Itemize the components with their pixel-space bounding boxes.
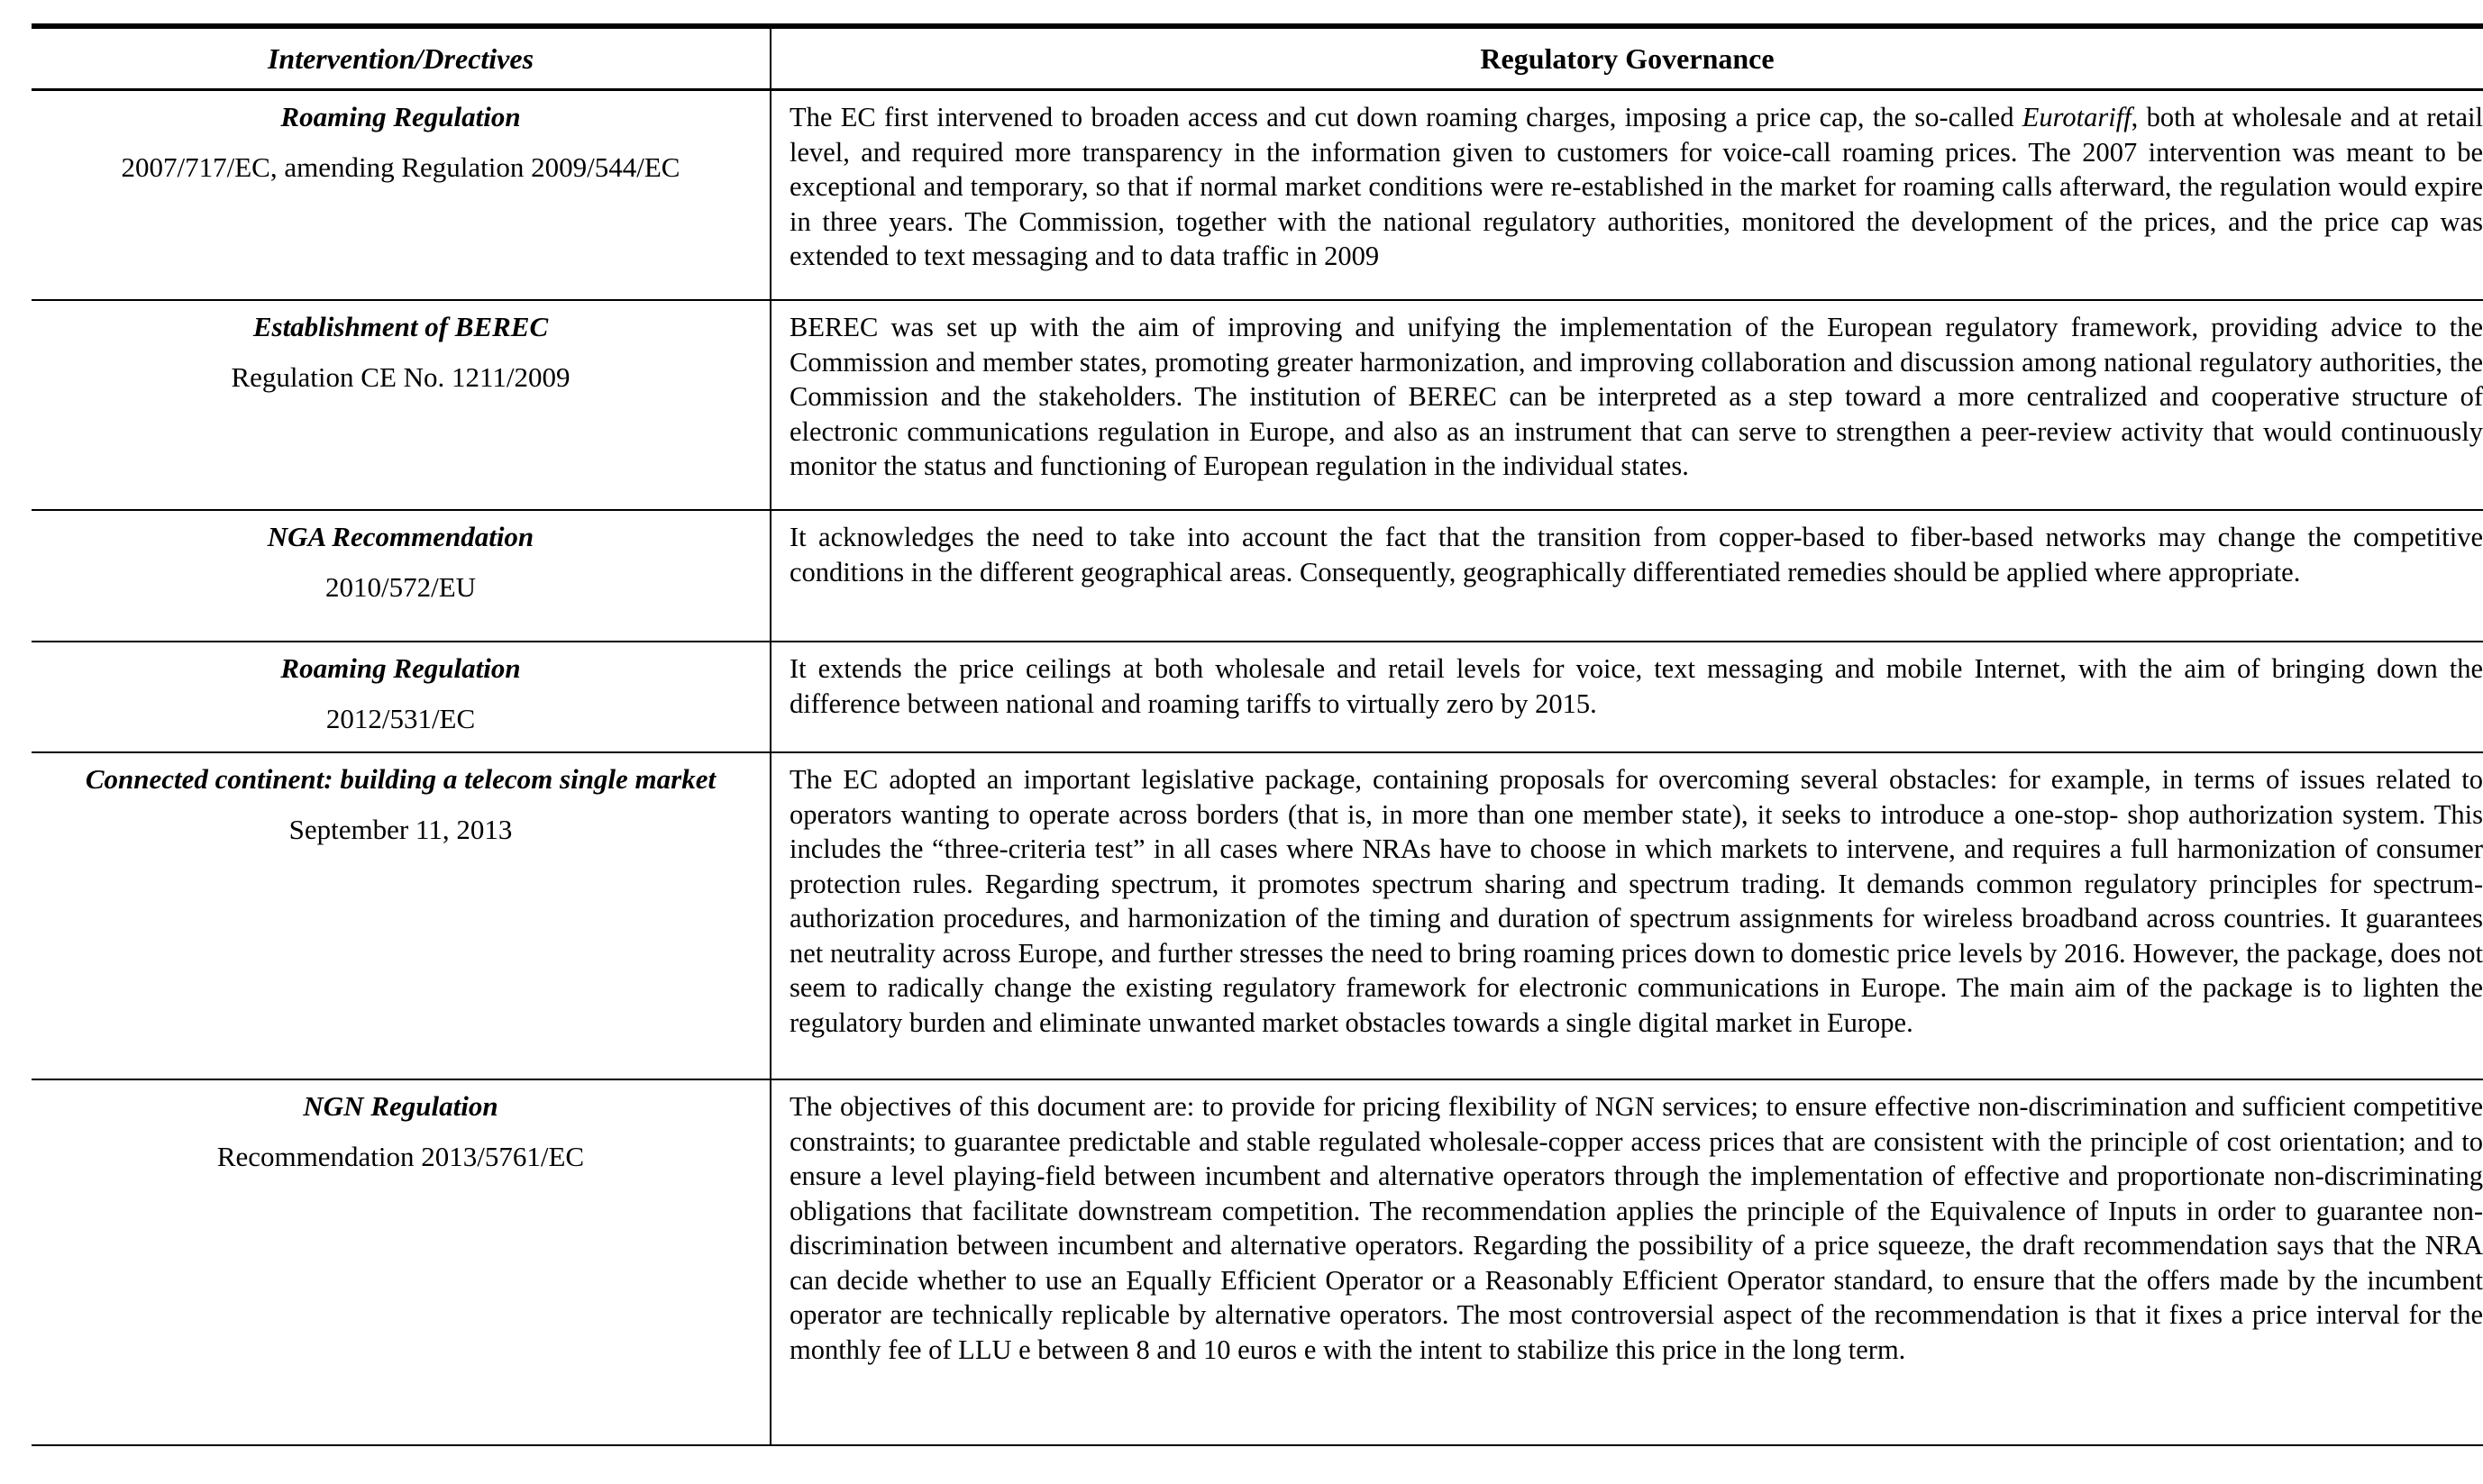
intervention-reference: 2012/531/EC (325, 703, 476, 734)
intervention-name: NGN Regulation (303, 1090, 498, 1122)
table-row (32, 752, 2483, 1079)
intervention-cell (32, 1079, 771, 1445)
table-row (32, 642, 2483, 752)
governance-description: It acknowledges the need to take into account the fact that the transition from copper-based to fiber-based networks may change the competitive conditions in the different geographical areas. Consequently, geographically differentiated remedies should be applied where appropriate. (790, 522, 2483, 587)
table-row (32, 300, 2483, 510)
intervention-name: Roaming Regulation (280, 652, 521, 684)
governance-text: The EC first intervened to broaden access and cut down roaming charges, imposing a price cap, the so-called (790, 102, 2022, 132)
intervention-reference: Regulation CE No. 1211/2009 (231, 361, 571, 393)
intervention-cell (32, 752, 771, 1079)
governance-description (771, 90, 2483, 301)
intervention-reference: September 11, 2013 (288, 814, 513, 845)
intervention-name: Establishment of BEREC (252, 311, 549, 342)
governance-description: The objectives of this document are: to provide for pricing flexibility of NGN services; to ensure effective non-discrimination and sufficient competitive constraints; to guarantee predictable and stable regulated wholesale-copper access prices that are consistent with the principle of cost orientation; and to ensure a level playing-field between incumbent and alternative operators through the implementation of effective and proportionate non-discriminating obligations that facilitate downstream competition. The recommendation applies the principle of the Equivalence of Inputs in order to guarantee non-discrimination between incumbent and alternative operators. Regarding the possibility of a price squeeze, the draft recommendation says that the NRA can decide whether to use an Equally Efficient Operator or a Reasonably Efficient Operator standard, to ensure that the offers made by the incumbent operator are technically replicable by alternative operators. The most controversial aspect of the recommendation is that it fixes a price interval for the monthly fee of LLU e between 8 and 10 euros e with the intent to stabilize this price in the long term. (790, 1091, 2483, 1365)
intervention-cell (32, 90, 771, 301)
table-row (32, 90, 2483, 301)
governance-text-emphasis: Eurotariff (2022, 102, 2132, 132)
header-intervention: Intervention/Drectives (32, 26, 771, 90)
regulatory-governance-table (32, 23, 2483, 1446)
table-header-row (32, 26, 2483, 90)
intervention-name: Roaming Regulation (280, 101, 521, 132)
intervention-cell (32, 642, 771, 752)
intervention-name: Connected continent: building a telecom single market (85, 763, 717, 795)
governance-description: The EC adopted an important legislative package, containing proposals for overcoming several obstacles: for example, in terms of issues related to operators wanting to operate across borders (that is, in more than one member state), it seeks to introduce a one-stop- shop authorization system. This includes the “three-criteria test” in all cases where NRAs have to choose in which markets to intervene, and requires a full harmonization of consumer protection rules. Regarding spectrum, it promotes spectrum sharing and spectrum trading. It demands common regulatory principles for spectrum-authorization procedures, and harmonization of the timing and duration of spectrum assignments for wireless broadband across countries. It guarantees net neutrality across Europe, and further stresses the need to bring roaming prices down to domestic price levels by 2016. However, the package, does not seem to radically change the existing regulatory framework for electronic communications in Europe. The main aim of the package is to lighten the regulatory burden and eliminate unwanted market obstacles towards a single digital market in Europe. (790, 764, 2483, 1038)
table-row (32, 1079, 2483, 1445)
intervention-cell (32, 510, 771, 642)
header-regulatory-governance: Regulatory Governance (1480, 41, 1775, 75)
governance-description: It extends the price ceilings at both wholesale and retail levels for voice, text messaging and mobile Internet, with the aim of bringing down the difference between national and roaming tariffs to virtually zero by 2015. (790, 653, 2483, 719)
governance-text: , both at wholesale and at retail level, and required more transparency in the information given to customers for voice-call roaming prices. The 2007 intervention was meant to be exceptional and temporary, so that if normal market conditions were re-established in the market for roaming calls afterward, the regulation would expire in three years. The Commission, together with the national regulatory authorities, monitored the development of the prices, and the price cap was extended to text messaging and to data traffic in 2009 (790, 102, 2483, 271)
intervention-name: NGA Recommendation (267, 521, 534, 552)
governance-description: BEREC was set up with the aim of improving and unifying the implementation of the European regulatory framework, providing advice to the Commission and member states, promoting greater harmonization, and improving collaboration and discussion among national regulatory authorities, the Commission and the stakeholders. The institution of BEREC can be interpreted as a step toward a more centralized and cooperative structure of electronic communications regulation in Europe, and also as an instrument that can serve to strengthen a peer-review activity that would continuously monitor the status and functioning of European regulation in the individual states. (790, 312, 2483, 481)
intervention-cell (32, 300, 771, 510)
intervention-reference: Recommendation 2013/5761/EC (216, 1141, 585, 1172)
table-row (32, 510, 2483, 642)
intervention-reference: 2010/572/EU (324, 571, 477, 603)
intervention-reference: 2007/717/EC, amending Regulation 2009/544/EC (121, 151, 680, 183)
